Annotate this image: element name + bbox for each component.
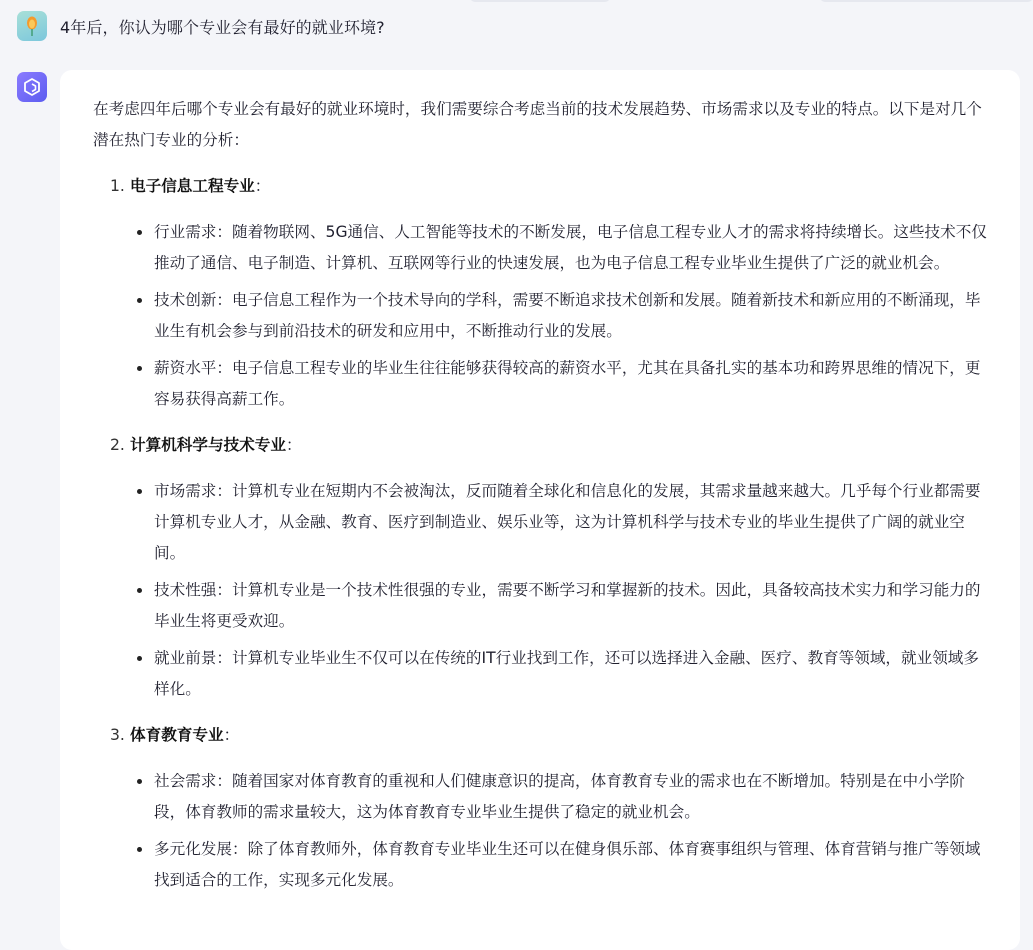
section-heading: 体育教育专业 [130, 726, 224, 744]
list-item [93, 643, 993, 705]
section-heading-suffix: ： [254, 177, 271, 195]
user-avatar [17, 11, 47, 41]
section-heading-suffix: ： [223, 726, 240, 744]
user-question-text: 4年后，你认为哪个专业会有最好的就业环境? [60, 17, 385, 37]
bullet-dot-icon [137, 847, 142, 852]
section-bullet-list [93, 217, 993, 415]
bullet-dot-icon [137, 588, 142, 593]
flower-icon [23, 15, 41, 37]
top-tab-left [470, 0, 610, 2]
section-title-2 [93, 430, 993, 461]
list-item [93, 834, 993, 896]
list-item [93, 217, 993, 279]
list-item [93, 285, 993, 347]
response-intro: 在考虑四年后哪个专业会有最好的就业环境时，我们需要综合考虑当前的技术发展趋势、市场需求以及专业的特点。以下是对几个潜在热门专业的分析： [93, 100, 982, 149]
bullet-dot-icon [137, 489, 142, 494]
bullet-text: 技术创新：电子信息工程作为一个技术导向的学科，需要不断追求技术创新和发展。随着新技术和新应用的不断涌现，毕业生有机会参与到前沿技术的研发和应用中，不断推动行业的发展。 [154, 291, 981, 340]
bullet-dot-icon [137, 779, 142, 784]
bot-response-content [93, 94, 993, 902]
section-number: 1. [110, 177, 125, 195]
list-item [93, 353, 993, 415]
section-heading: 计算机科学与技术专业 [130, 436, 286, 454]
section-title-1 [93, 171, 993, 202]
section-heading: 电子信息工程专业 [130, 177, 255, 195]
bullet-text: 多元化发展：除了体育教师外，体育教育专业毕业生还可以在健身俱乐部、体育赛事组织与管理、体育营销与推广等领域找到适合的工作，实现多元化发展。 [154, 840, 981, 889]
bullet-dot-icon [137, 656, 142, 661]
section-bullet-list [93, 766, 993, 896]
section-number: 3. [110, 726, 125, 744]
bullet-text: 技术性强：计算机专业是一个技术性很强的专业，需要不断学习和掌握新的技术。因此，具备较高技术实力和学习能力的毕业生将更受欢迎。 [154, 581, 981, 630]
section-title-3 [93, 720, 993, 751]
list-item [93, 766, 993, 828]
list-item [93, 575, 993, 637]
bullet-text: 就业前景：计算机专业毕业生不仅可以在传统的IT行业找到工作，还可以选择进入金融、医疗、教育等领域，就业领域多样化。 [154, 649, 979, 698]
top-tab-right [820, 0, 1033, 2]
section-number: 2. [110, 436, 125, 454]
bullet-text: 社会需求：随着国家对体育教育的重视和人们健康意识的提高，体育教育专业的需求也在不断增加。特别是在中小学阶段，体育教师的需求量较大，这为体育教育专业毕业生提供了稳定的就业机会。 [154, 772, 965, 821]
bullet-text: 行业需求：随着物联网、5G通信、人工智能等技术的不断发展，电子信息工程专业人才的需求将持续增长。这些技术不仅推动了通信、电子制造、计算机、互联网等行业的快速发展，也为电子信息工程专业毕业生提供了广泛的就业机会。 [154, 223, 987, 272]
bullet-dot-icon [137, 230, 142, 235]
bot-response-card [60, 70, 1020, 950]
bot-avatar [17, 72, 47, 102]
response-sections [93, 171, 993, 896]
user-message-row [17, 10, 385, 42]
list-item [93, 476, 993, 569]
cube-logo-icon [22, 77, 42, 97]
bullet-text: 市场需求：计算机专业在短期内不会被淘汰，反而随着全球化和信息化的发展，其需求量越来越大。几乎每个行业都需要计算机专业人才，从金融、教育、医疗到制造业、娱乐业等，这为计算机科学与技术专业的毕业生提供了广阔的就业空间。 [154, 482, 981, 562]
section-heading-suffix: ： [285, 436, 302, 454]
bullet-text: 薪资水平：电子信息工程专业的毕业生往往能够获得较高的薪资水平，尤其在具备扎实的基本功和跨界思维的情况下，更容易获得高薪工作。 [154, 359, 981, 408]
section-bullet-list [93, 476, 993, 705]
bullet-dot-icon [137, 298, 142, 303]
bullet-dot-icon [137, 366, 142, 371]
